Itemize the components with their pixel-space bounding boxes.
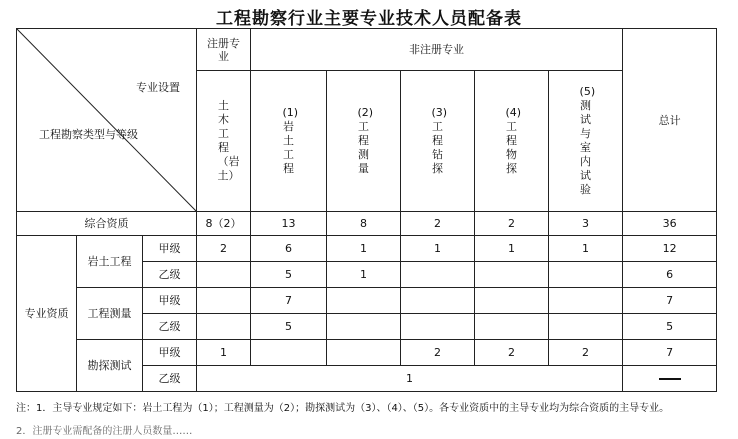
table-cell: 1 [401,236,475,262]
table-cell [327,288,401,314]
table-cell: 2 [475,212,549,236]
footnote: 注：1．主导专业规定如下：岩土工程为（1）；工程测量为（2）；勘探测试为（3）、（4）、（5）。各专业资质中的主导专业均为综合资质的主导专业。 [16,403,670,414]
col-header-testing: (5)测试与室内试验 [549,71,623,212]
dash-mark [659,378,681,380]
table-cell: 2 [549,340,623,366]
table-cell: 2 [475,340,549,366]
col-header-survey: (2)工程测量 [327,71,401,212]
table-cell [251,340,327,366]
table-cell-dash [623,366,717,392]
footnote-2: 2．注册专业需配备的注册人员数量…… [16,426,193,437]
table-cell: 2 [401,212,475,236]
page-title: 工程勘察行业主要专业技术人员配备表 [216,9,522,29]
total-header: 总计 [623,29,717,212]
table-cell: 1 [549,236,623,262]
table-cell [549,314,623,340]
col-header-drilling: (3)工程钻探 [401,71,475,212]
col-header-civil: 土木工程（岩土） [197,71,251,212]
table-cell [475,314,549,340]
table-cell: 6 [623,262,717,288]
table-cell: 2 [401,340,475,366]
corner-label-top: 专业设置 [136,81,181,94]
col-header-geophysics: (4)工程物探 [475,71,549,212]
grade-label: 甲级 [143,340,197,366]
table-cell [549,288,623,314]
table-row [17,340,717,366]
table-cell: 6 [251,236,327,262]
table-cell [475,262,549,288]
table-cell [197,262,251,288]
grade-label: 乙级 [143,314,197,340]
table-cell: 1 [475,236,549,262]
table-cell: 1 [327,236,401,262]
table-cell: 8 [327,212,401,236]
table-cell: 1 [327,262,401,288]
table-cell [475,288,549,314]
table-cell [401,262,475,288]
table-cell: 5 [623,314,717,340]
registered-group-header: 注册专业 [197,29,251,71]
diagonal-line [17,29,197,212]
table-cell: 36 [623,212,717,236]
row-label-survey: 工程测量 [77,288,143,340]
row-label-exploration: 勘探测试 [77,340,143,392]
table-cell [327,314,401,340]
table-cell: 7 [623,340,717,366]
nonregistered-group-header: 非注册专业 [251,29,623,71]
grade-label: 乙级 [143,262,197,288]
row-label-geotech: 岩土工程 [77,236,143,288]
corner-header-cell [17,29,197,212]
grade-label: 甲级 [143,288,197,314]
table-cell: 2 [197,236,251,262]
table-cell [401,288,475,314]
row-label-professional: 专业资质 [17,236,77,392]
table-cell-merged: 1 [197,366,623,392]
staffing-table [16,28,717,392]
row-label-comprehensive: 综合资质 [17,212,197,236]
col-header-geotech: (1)岩土工程 [251,71,327,212]
table-cell: 5 [251,314,327,340]
table-cell [549,262,623,288]
grade-label: 乙级 [143,366,197,392]
table-cell: 1 [197,340,251,366]
table-cell: 13 [251,212,327,236]
table-cell [197,288,251,314]
table-cell: 5 [251,262,327,288]
table-cell: 12 [623,236,717,262]
grade-label: 甲级 [143,236,197,262]
table-cell: 8（2） [197,212,251,236]
table-row [17,288,717,314]
table-row [17,236,717,262]
table-cell: 7 [623,288,717,314]
table-cell [401,314,475,340]
table-cell [197,314,251,340]
table-cell: 3 [549,212,623,236]
table-cell: 7 [251,288,327,314]
table-row [17,212,717,236]
table-cell [327,340,401,366]
corner-label-bottom: 工程勘察类型与等级 [39,128,138,141]
